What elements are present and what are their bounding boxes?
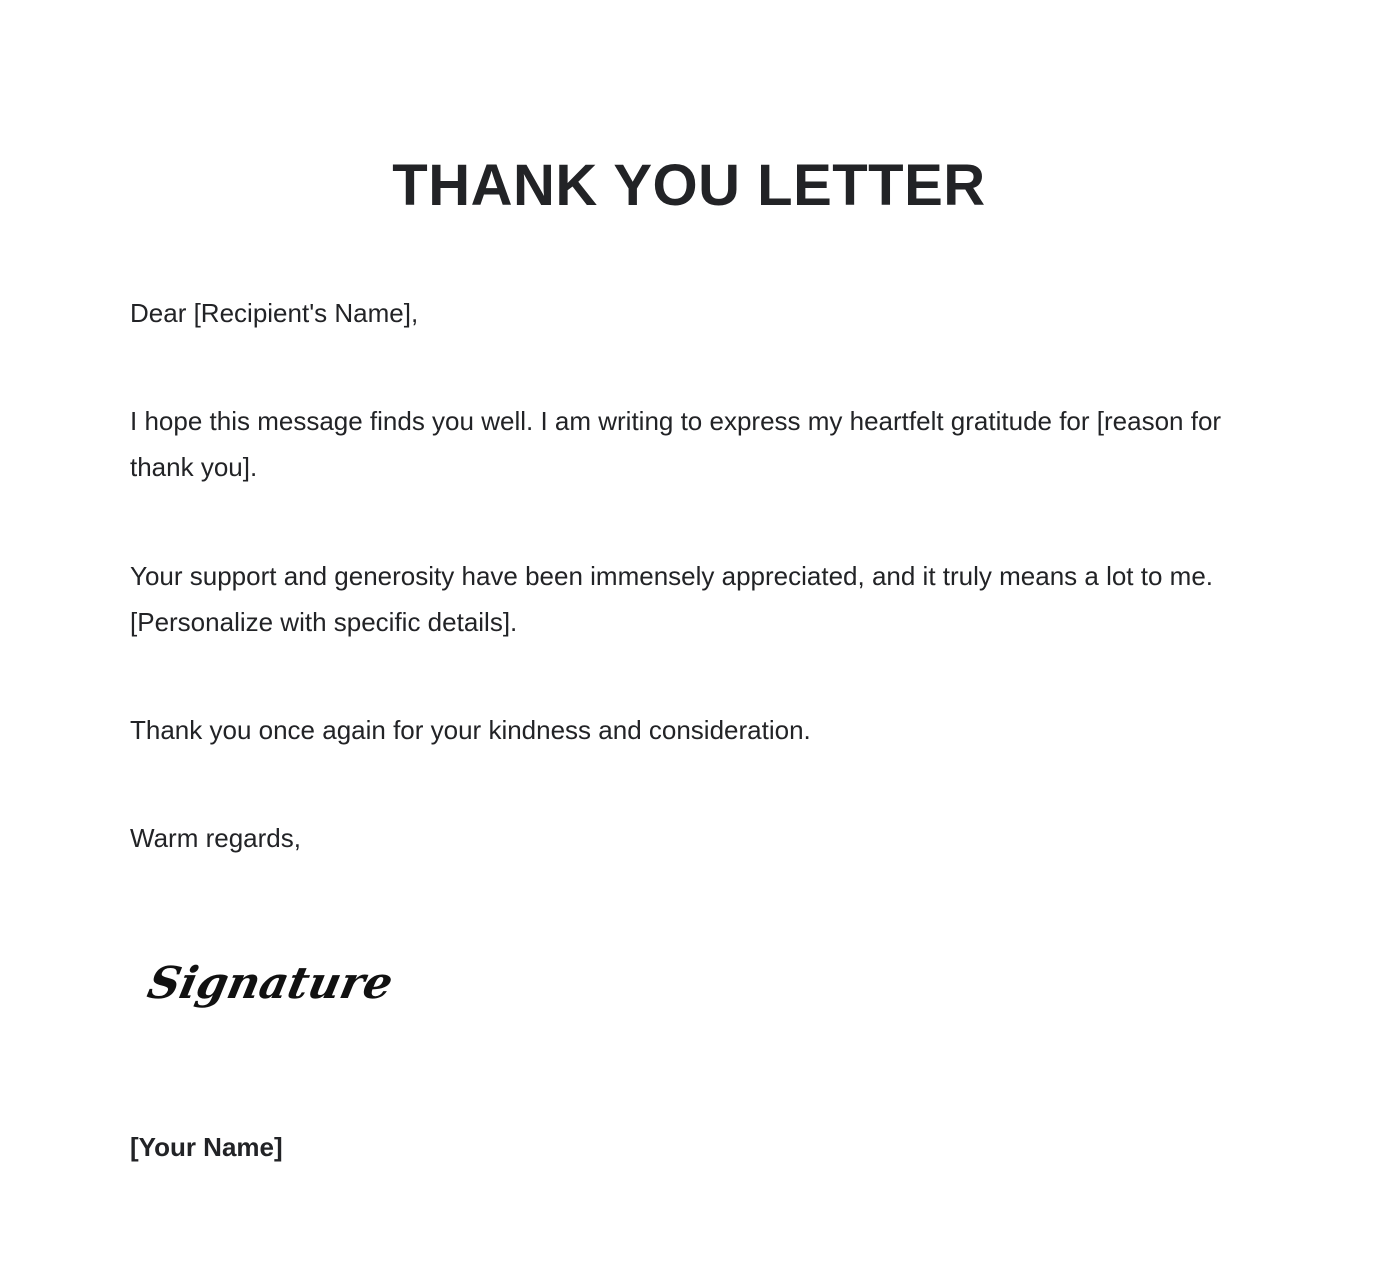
- letter-title: THANK YOU LETTER: [392, 153, 986, 218]
- body-paragraph-1: I hope this message finds you well. I am writing to express my heartfelt gratitude for [reason for thank you].: [130, 406, 1222, 482]
- sender-name: [Your Name]: [130, 1132, 283, 1162]
- salutation: Dear [Recipient's Name],: [130, 298, 419, 328]
- signature-script: Signature: [143, 957, 398, 1009]
- body-paragraph-2: Your support and generosity have been immensely appreciated, and it truly means a lot to me. [Personalize with specific details].: [130, 561, 1213, 637]
- body-paragraph-3: Thank you once again for your kindness and consideration.: [130, 715, 811, 745]
- closing-line: Warm regards,: [130, 823, 301, 853]
- signature-image: [143, 940, 398, 1030]
